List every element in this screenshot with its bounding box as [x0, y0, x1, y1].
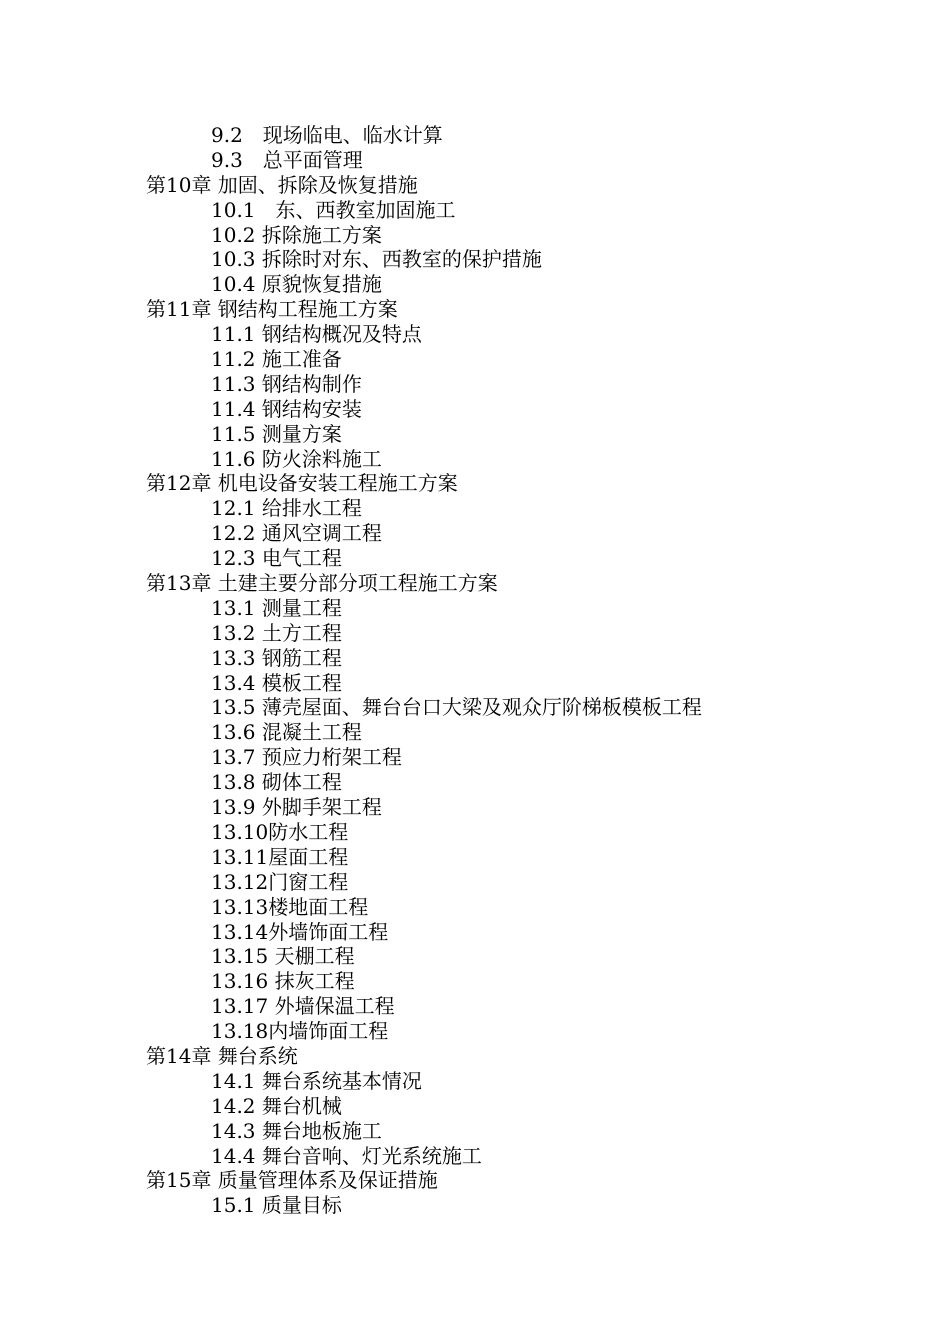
- toc-section-entry: 10.2 拆除施工方案: [211, 222, 382, 247]
- toc-section-entry: 10.3 拆除时对东、西教室的保护措施: [211, 247, 542, 272]
- toc-section-entry: 13.14外墙饰面工程: [211, 919, 389, 944]
- toc-section-entry: 9.3 总平面管理: [211, 147, 363, 172]
- toc-section-entry: 13.2 土方工程: [211, 620, 342, 645]
- table-of-contents: [0, 123, 950, 1218]
- toc-section-entry: 9.2 现场临电、临水计算: [211, 123, 443, 147]
- toc-section-entry: 13.10防水工程: [211, 819, 349, 844]
- toc-chapter-heading: 第13章 土建主要分部分项工程施工方案: [146, 571, 498, 596]
- toc-section-entry: 10.4 原貌恢复措施: [211, 272, 382, 297]
- toc-section-entry: 13.12门窗工程: [211, 869, 349, 894]
- toc-section-entry: 13.4 模板工程: [211, 670, 342, 695]
- toc-section-entry: 14.4 舞台音响、灯光系统施工: [211, 1143, 482, 1168]
- toc-chapter-heading: 第10章 加固、拆除及恢复措施: [146, 172, 418, 197]
- toc-section-entry: 13.5 薄壳屋面、舞台台口大梁及观众厅阶梯板模板工程: [211, 695, 702, 720]
- toc-section-entry: 12.2 通风空调工程: [211, 521, 382, 546]
- toc-section-entry: 13.15 天棚工程: [211, 944, 355, 969]
- toc-section-entry: 13.6 混凝土工程: [211, 720, 362, 745]
- toc-section-entry: 13.7 预应力桁架工程: [211, 745, 402, 770]
- toc-section-entry: 14.3 舞台地板施工: [211, 1118, 382, 1143]
- toc-section-entry: 14.1 舞台系统基本情况: [211, 1068, 422, 1093]
- toc-section-entry: 14.2 舞台机械: [211, 1093, 342, 1118]
- toc-section-entry: 13.3 钢筋工程: [211, 645, 342, 670]
- toc-section-entry: 11.2 施工准备: [211, 347, 342, 372]
- toc-section-entry: 13.11屋面工程: [211, 844, 349, 869]
- toc-section-entry: 12.1 给排水工程: [211, 496, 362, 521]
- toc-section-entry: 13.16 抹灰工程: [211, 969, 355, 994]
- toc-section-entry: 11.6 防火涂料施工: [211, 446, 382, 471]
- toc-section-entry: 12.3 电气工程: [211, 546, 342, 571]
- toc-section-entry: 11.5 测量方案: [211, 421, 342, 446]
- toc-section-entry: 13.8 砌体工程: [211, 770, 342, 795]
- toc-chapter-heading: 第15章 质量管理体系及保证措施: [146, 1168, 438, 1193]
- toc-section-entry: 11.1 钢结构概况及特点: [211, 322, 422, 347]
- toc-section-entry: 13.18内墙饰面工程: [211, 1019, 389, 1044]
- toc-section-entry: 10.1 东、西教室加固施工: [211, 197, 456, 222]
- toc-chapter-heading: 第12章 机电设备安装工程施工方案: [146, 471, 458, 496]
- toc-section-entry: 11.4 钢结构安装: [211, 396, 362, 421]
- toc-section-entry: 13.1 测量工程: [211, 595, 342, 620]
- toc-chapter-heading: 第11章 钢结构工程施工方案: [146, 297, 398, 322]
- toc-section-entry: 13.13楼地面工程: [211, 894, 369, 919]
- toc-chapter-heading: 第14章 舞台系统: [146, 1043, 298, 1068]
- toc-section-entry: 13.9 外脚手架工程: [211, 795, 382, 820]
- toc-section-entry: 13.17 外墙保温工程: [211, 994, 395, 1019]
- toc-section-entry: 15.1 质量目标: [211, 1193, 342, 1218]
- toc-section-entry: 11.3 钢结构制作: [211, 371, 362, 396]
